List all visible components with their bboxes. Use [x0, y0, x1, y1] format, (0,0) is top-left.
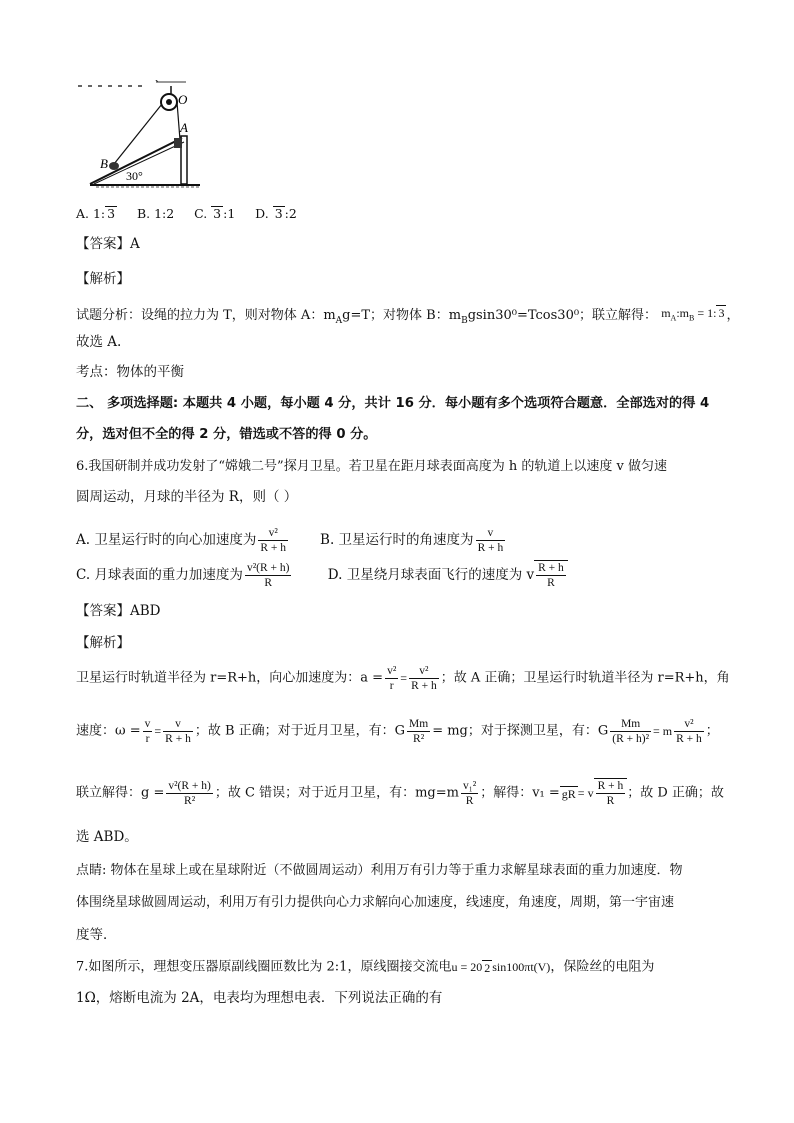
q6-option-a: A. 卫星运行时的向心加速度为 [76, 532, 257, 548]
q6-analysis-3: 联立解得：g = $\frac{\text{v²(R + h)}}{\text{R²}}$ ；故 C 错误；对于近月卫星，有：mg=m $\frac{\text{v₁²}}{R}$ ；解得：v₁ = gR = v $\frac{R + h}{R}$ ；故 D 正确；故 [76, 779, 724, 807]
q6-option-d: D. 卫星绕月球表面飞行的速度为 v [327, 567, 535, 583]
q5-analysis: 试题分析：设绳的拉力为 T，则对物体 A：$m_Ag=T$；对物体 B：$m_Bgsin30^0=Tcos30^0$；联立解得： $m_A:m_B = 1$: 3 ， [76, 306, 740, 326]
q5-kaodian: 考点：物体的平衡 [76, 364, 184, 380]
q6-analysis-1: 卫星运行时轨道半径为 r=R+h，向心加速度为：a = $\frac{\text{v²}}{r}$ = $\frac{\text{v²}}{R + h}$ ；故 A 正确；卫星运行时轨道半径为 r=R+h，角 [76, 664, 730, 692]
q5-conclusion: 故选 A. [76, 334, 122, 350]
label-o: O [178, 92, 188, 107]
q6-options-cd: C. 月球表面的重力加速度为 $\frac{\text{v²(R + h)}}{R}$ D. 卫星绕月球表面飞行的速度为 v $\frac{R + h}{R}$ [76, 557, 568, 593]
q6-analysis-head: 【解析】 [76, 635, 130, 651]
q6-answer: 【答案】ABD [76, 603, 161, 619]
option-b: B. 1:2 [136, 206, 175, 221]
option-d: D. [255, 206, 269, 221]
q6-note-2: 体围绕星球做圆周运动，利用万有引力提供向心力求解向心加速度，线速度，角速度，周期，第一宇宙速 [76, 895, 675, 910]
q6-note-1: 点睛: 物体在星球上或在星球附近（不做圆周运动）利用万有引力等于重力求解星球表面的重力加速度．物 [76, 863, 683, 878]
q6-option-b: B. 卫星运行时的角速度为 [320, 532, 474, 548]
q6-analysis-2: 速度：ω = $\frac{v}{r}$ = $\frac{v}{R + h}$ ；故 B 正确；对于近月卫星，有：G $\frac{Mm}{\text{R²}}$ = mg；对于探测卫星，有：G $\frac{Mm}{\text{(R + h)²}}$ = m $\frac{\text{v²}}{R + h}$ ； [76, 717, 719, 745]
option-c: C. [194, 206, 208, 221]
q6-stem-cont: 圆周运动，月球的半径为 R，则（ ） [76, 489, 298, 505]
label-b: B [100, 156, 108, 171]
q5-options: A. 1: 3 B. 1:2 C. 3 :1 D. 3 :2 [76, 206, 297, 221]
q5-analysis-head: 【解析】 [76, 271, 130, 287]
q6-analysis-4: 选 ABD。 [76, 829, 138, 845]
q6-stem: 6.我国研制并成功发射了“嫦娥二号”探月卫星。若卫星在距月球表面高度为 h 的轨道上以速度 v 做匀速 [76, 459, 667, 474]
q7-stem-cont: 1Ω，熔断电流为 2A，电表均为理想电表．下列说法正确的有 [76, 990, 443, 1006]
q5-answer: 【答案】A [76, 236, 140, 252]
q7-stem: 7.如图所示，理想变压器原副线圈匝数比为 2:1，原线圈接交流电u = 20 2 sin100πt(V)，保险丝的电阻为 [76, 959, 655, 975]
q6-note-3: 度等． [76, 927, 117, 943]
q6-options-ab: A. 卫星运行时的向心加速度为 $\frac{\text{v²}}{R + h}$ B. 卫星运行时的角速度为 $\frac{v}{R + h}$ [76, 527, 504, 554]
section2-heading: 二、 多项选择题: 本题共 4 小题，每小题 4 分，共计 16 分．每小题有多个选项符合题意．全部选对的得 4 [76, 396, 710, 411]
section2-heading-cont: 分，选对但不全的得 2 分，错选或不答的得 0 分。 [76, 427, 377, 442]
option-a: A. 1: [76, 206, 106, 221]
q6-option-c: C. 月球表面的重力加速度为 [76, 567, 243, 583]
angle-label: 30° [126, 169, 143, 183]
incline-pulley-figure [76, 80, 206, 190]
label-a: A [180, 120, 188, 135]
